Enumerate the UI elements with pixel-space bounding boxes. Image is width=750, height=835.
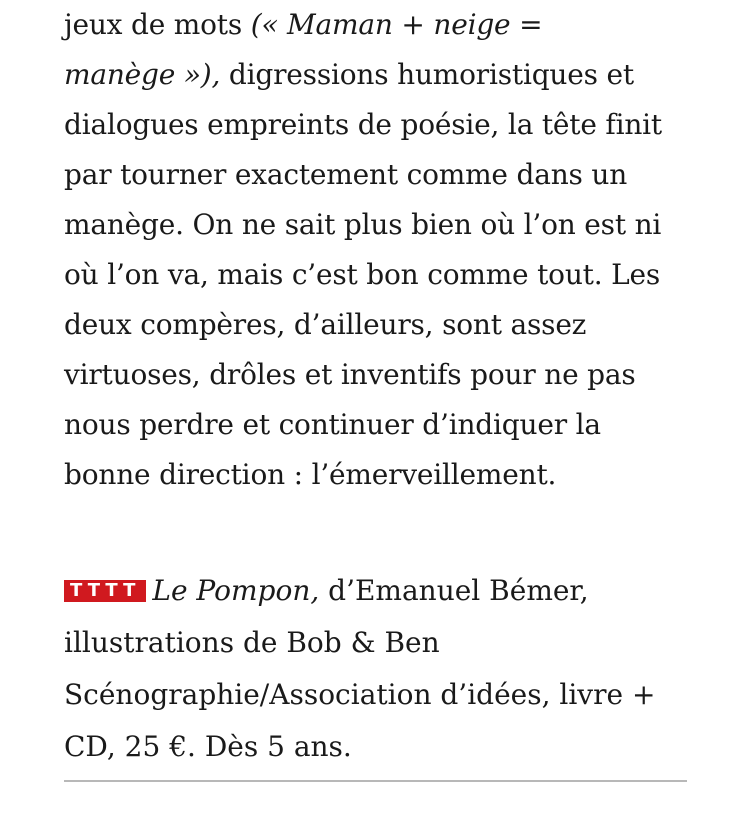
body-text: virtuoses, drôles et inventifs pour ne pas <box>64 358 636 391</box>
credits-price-age: CD, 25 €. Dès 5 ans. <box>64 730 352 763</box>
credits-illustrators: illustrations de Bob & Ben <box>64 626 440 659</box>
body-line <box>64 150 684 200</box>
body-line <box>64 450 684 500</box>
body-line <box>64 350 684 400</box>
body-line <box>64 200 684 250</box>
book-title: Le Pompon, <box>152 574 320 607</box>
body-italic-text: (« Maman + neige = <box>250 8 543 41</box>
body-text: dialogues empreints de poésie, la tête finit <box>64 108 662 141</box>
body-text: où l’on va, mais c’est bon comme tout. Les <box>64 258 661 291</box>
credits-publisher: Scénographie/Association d’idées, livre + <box>64 678 656 711</box>
body-italic-text: manège »), <box>64 58 221 91</box>
body-text: deux compères, d’ailleurs, sont assez <box>64 308 587 341</box>
body-line <box>64 100 684 150</box>
body-line <box>64 300 684 350</box>
body-text: par tourner exactement comme dans un <box>64 158 628 191</box>
book-author: d’Emanuel Bémer, <box>319 574 589 607</box>
body-line <box>64 400 684 450</box>
rating-badge: TTTT <box>64 580 146 602</box>
book-credits <box>64 565 694 773</box>
body-text: jeux de mots <box>64 8 251 41</box>
body-line <box>64 50 684 100</box>
body-text: nous perdre et continuer d’indiquer la <box>64 408 601 441</box>
credits-line-1 <box>64 565 694 617</box>
body-line <box>64 250 684 300</box>
article-body-paragraph <box>64 0 684 500</box>
body-text: digressions humoristiques et <box>220 58 634 91</box>
body-text: manège. On ne sait plus bien où l’on est ni <box>64 208 662 241</box>
body-line <box>64 0 684 50</box>
body-text: bonne direction : l’émerveillement. <box>64 458 557 491</box>
section-divider <box>64 780 687 782</box>
